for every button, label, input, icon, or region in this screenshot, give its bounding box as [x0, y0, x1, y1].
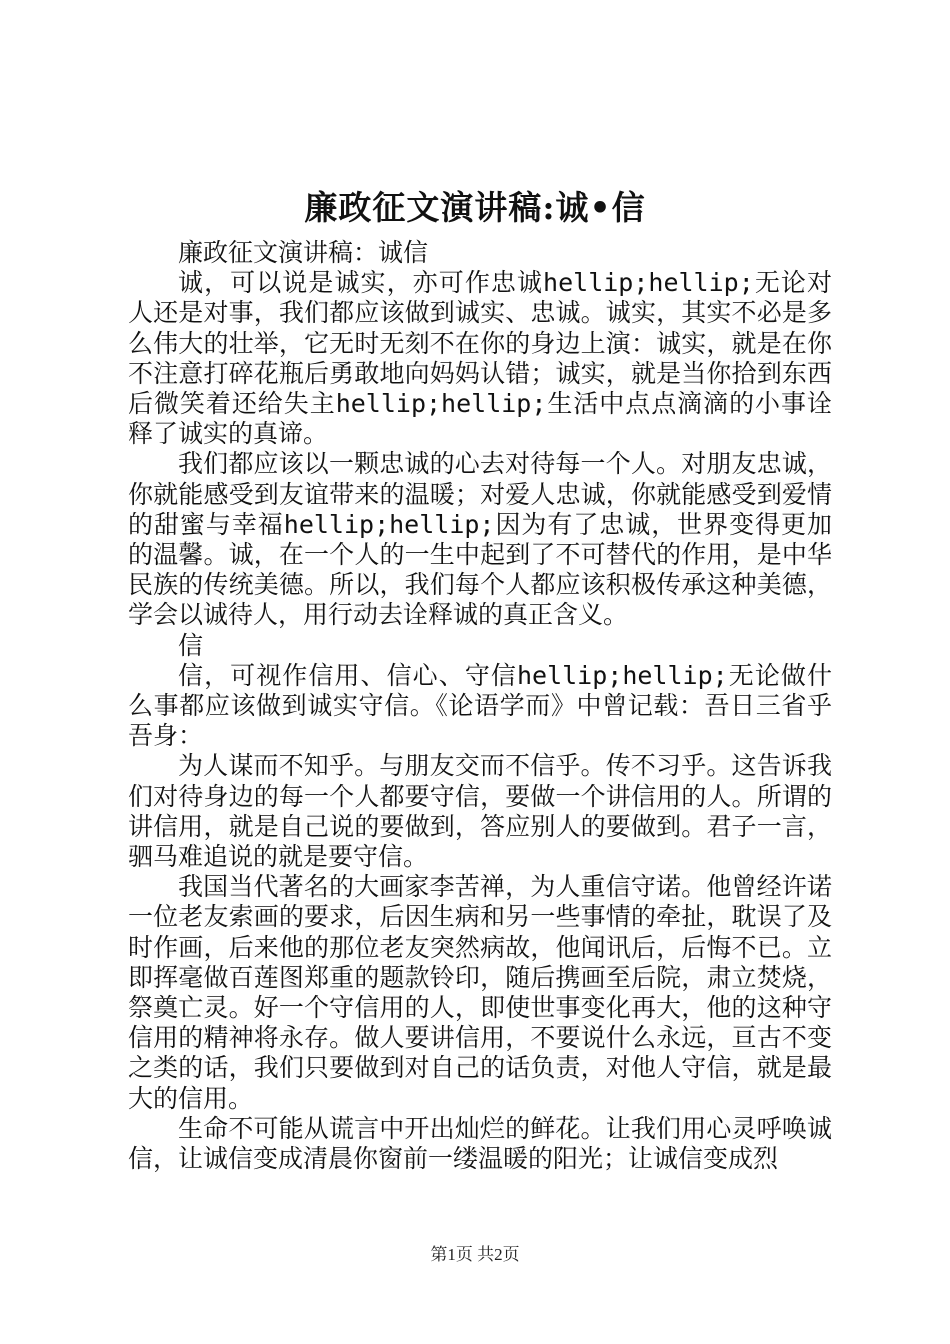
- paragraph-loyalty: 我们都应该以一颗忠诚的心去对待每一个人。对朋友忠诚，你就能感受到友谊带来的温暖；对爱人忠诚，你就能感受到爱情的甜蜜与幸福hellip;hellip;因为有了忠诚，世界变得更加的温馨。诚，在一个人的一生中起到了不可替代的作用，是中华民族的传统美德。所以，我们每个人都应该积极传承这种美德，学会以诚待人，用行动去诠释诚的真正含义。: [128, 449, 832, 630]
- document-body: [128, 238, 832, 1174]
- paragraph-analects: 为人谋而不知乎。与朋友交而不信乎。传不习乎。这告诉我们对待身边的每一个人都要守信，要做一个讲信用的人。所谓的讲信用，就是自己说的要做到，答应别人的要做到。君子一言，驷马难追说的就是要守信。: [128, 751, 832, 872]
- paragraph-li-kuchan: 我国当代著名的大画家李苦禅，为人重信守诺。他曾经许诺一位老友索画的要求，后因生病和另一些事情的牵扯，耽误了及时作画，后来他的那位老友突然病故，他闻讯后，后悔不已。立即挥毫做百莲图郑重的题款铃印，随后携画至后院，肃立焚烧，祭奠亡灵。好一个守信用的人，即使世事变化再大，他的这种守信用的精神将永存。做人要讲信用，不要说什么永远，亘古不变之类的话，我们只要做到对自己的话负责，对他人守信，就是最大的信用。: [128, 872, 832, 1113]
- page-number: 第1页 共2页: [430, 1245, 520, 1264]
- paragraph-trust-definition: 信，可视作信用、信心、守信hellip;hellip;无论做什么事都应该做到诚实守信。《论语学而》中曾记载：吾日三省乎吾身：: [128, 660, 832, 751]
- paragraph-subtitle: 廉政征文演讲稿：诚信: [178, 238, 429, 267]
- document-title: 廉政征文演讲稿:诚•信: [304, 188, 646, 227]
- paragraph-honesty: 诚，可以说是诚实，亦可作忠诚hellip;hellip;无论对人还是对事，我们都应该做到诚实、忠诚。诚实，其实不必是多么伟大的壮举，它无时无刻不在你的身边上演：诚实，就是在你不注意打碎花瓶后勇敢地向妈妈认错；诚实，就是当你拾到东西后微笑着还给失主hellip;hellip;生活中点点滴滴的小事诠释了诚实的真谛。: [128, 268, 832, 449]
- paragraph-closing: 生命不可能从谎言中开出灿烂的鲜花。让我们用心灵呼唤诚信，让诚信变成清晨你窗前一缕温暖的阳光；让诚信变成烈: [128, 1113, 832, 1174]
- paragraph-heading-trust: 信: [178, 630, 204, 660]
